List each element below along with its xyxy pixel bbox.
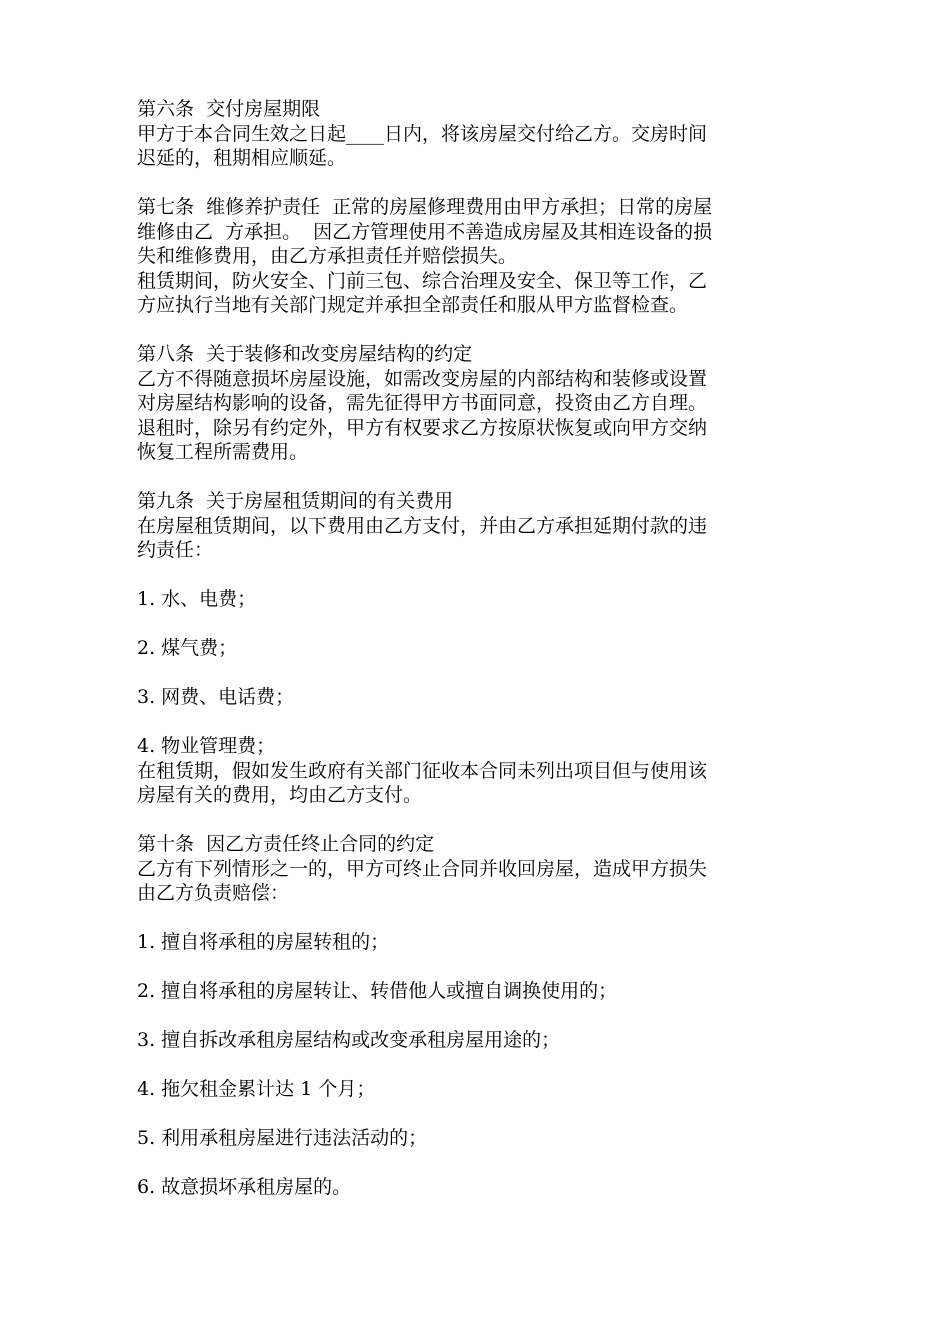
blank-line xyxy=(137,1102,817,1127)
blank-line xyxy=(137,1004,817,1029)
blank-line xyxy=(137,1053,817,1078)
text-line: 6. 故意损坏承租房屋的。 xyxy=(137,1176,352,1198)
text-line: 4. 拖欠租金累计达 1 个月； xyxy=(137,1078,376,1100)
text-line: 方应执行当地有关部门规定并承担全部责任和服从甲方监督检查。 xyxy=(137,294,689,316)
text-line: 乙方有下列情形之一的，甲方可终止合同并收回房屋，造成甲方损失 xyxy=(137,857,708,880)
text-line: 第七条 维修养护责任 正常的房屋修理费用由甲方承担；日常的房屋 xyxy=(137,196,713,218)
blank-line xyxy=(137,955,817,980)
text-line: 迟延的，租期相应顺延。 xyxy=(137,147,347,169)
text-line: 第六条 交付房屋期限 xyxy=(137,98,321,120)
text-line: 房屋有关的费用，均由乙方支付。 xyxy=(137,784,423,806)
text-line: 维修由乙 方承担。 因乙方管理使用不善造成房屋及其相连设备的损 xyxy=(137,220,713,243)
text-line: 由乙方负责赔偿： xyxy=(137,882,290,904)
blank-line xyxy=(137,171,817,196)
text-line: 第十条 因乙方责任终止合同的约定 xyxy=(137,833,435,855)
text-line: 第九条 关于房屋租赁期间的有关费用 xyxy=(137,490,454,512)
blank-line xyxy=(137,465,817,490)
blank-line xyxy=(137,318,817,343)
document-body xyxy=(137,97,817,1200)
text-line: 2. 擅自将承租的房屋转让、转借他人或擅自调换使用的； xyxy=(137,980,618,1002)
text-line: 退租时，除另有约定外，甲方有权要求乙方按原状恢复或向甲方交纳 xyxy=(137,416,708,439)
text-line: 失和维修费用，由乙方承担责任并赔偿损失。 xyxy=(137,245,518,267)
text-line: 甲方于本合同生效之日起____日内，将该房屋交付给乙方。交房时间 xyxy=(137,122,708,145)
text-line: 租赁期间，防火安全、门前三包、综合治理及安全、保卫等工作，乙 xyxy=(137,269,708,292)
text-line: 5. 利用承租房屋进行违法活动的； xyxy=(137,1127,428,1149)
text-line: 约责任： xyxy=(137,539,214,561)
text-line: 第八条 关于装修和改变房屋结构的约定 xyxy=(137,343,473,365)
blank-line xyxy=(137,808,817,833)
text-line: 恢复工程所需费用。 xyxy=(137,441,309,463)
blank-line xyxy=(137,612,817,637)
blank-line xyxy=(137,710,817,735)
blank-line xyxy=(137,563,817,588)
blank-line xyxy=(137,661,817,686)
text-line: 1. 擅自将承租的房屋转租的； xyxy=(137,931,390,953)
text-line: 在房屋租赁期间，以下费用由乙方支付，并由乙方承担延期付款的违 xyxy=(137,514,708,537)
text-line: 3. 网费、电话费； xyxy=(137,686,295,708)
text-line: 2. 煤气费； xyxy=(137,637,238,659)
blank-line xyxy=(137,906,817,931)
text-line: 在租赁期，假如发生政府有关部门征收本合同未列出项目但与使用该 xyxy=(137,759,708,782)
text-line: 1. 水、电费； xyxy=(137,588,257,610)
text-line: 乙方不得随意损坏房屋设施，如需改变房屋的内部结构和装修或设置 xyxy=(137,367,708,390)
text-line: 3. 擅自拆改承租房屋结构或改变承租房屋用途的； xyxy=(137,1029,561,1051)
blank-line xyxy=(137,1151,817,1176)
text-line: 对房屋结构影响的设备，需先征得甲方书面同意，投资由乙方自理。 xyxy=(137,392,708,414)
text-line: 4. 物业管理费； xyxy=(137,735,276,757)
